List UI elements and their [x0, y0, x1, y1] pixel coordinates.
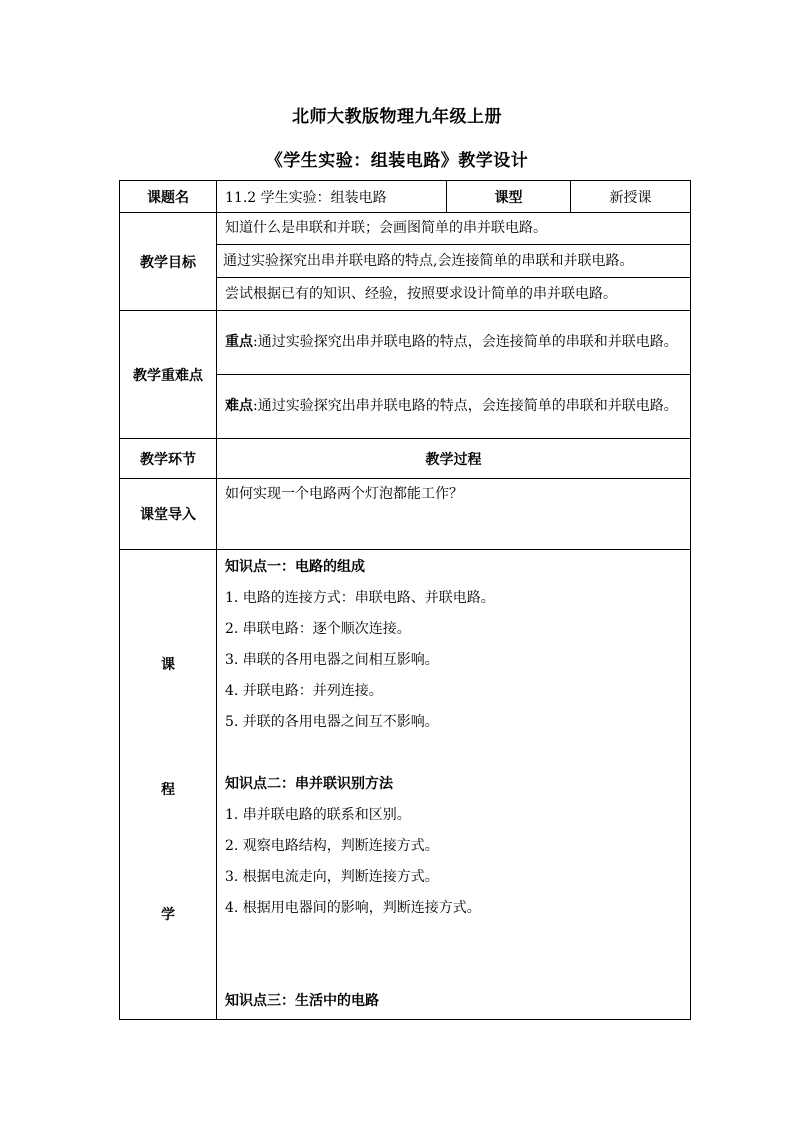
intro-cell — [217, 479, 691, 550]
type-value: 新授课 — [571, 181, 691, 213]
goal-cell-3 — [217, 278, 691, 311]
doc-subtitle: 《学生实验：组装电路》教学设计 — [265, 151, 529, 171]
intro-text: 如何实现一个电路两个灯泡都能工作？ — [225, 486, 463, 502]
kp1-item: 2. 串联电路：逐个顺次连接。 — [225, 621, 411, 637]
kp1-title: 知识点一：电路的组成 — [225, 559, 365, 575]
kp1-item: 5. 并联的各用电器之间互不影响。 — [225, 714, 439, 730]
key-label: 重点 — [225, 334, 253, 350]
goal-cell-1 — [217, 213, 691, 245]
kp2-title: 知识点二：串并联识别方法 — [225, 776, 393, 792]
course-content-cell — [217, 550, 691, 1020]
difficult-label: 难点 — [225, 398, 253, 414]
topic-label: 课题名 — [120, 181, 217, 213]
key-cell — [217, 311, 691, 375]
key-text: :通过实验探究出串并联电路的特点，会连接简单的串联和并联电路。 — [253, 334, 678, 350]
keypoints-label: 教学重难点 — [120, 311, 217, 439]
goal-item: 尝试根据已有的知识、经验，按照要求设计简单的串并联电路。 — [225, 285, 617, 302]
key-row — [120, 311, 691, 375]
kp3-title: 知识点三：生活中的电路 — [225, 993, 379, 1009]
kp2-item: 2. 观察电路结构，判断连接方式。 — [225, 838, 439, 854]
stage-header-row — [120, 439, 691, 479]
course-char: 程 — [161, 782, 175, 798]
kp2-item: 4. 根据用电器间的影响，判断连接方式。 — [225, 900, 481, 916]
goal-item: 知道什么是串联和并联；会画图简单的串并联电路。 — [225, 220, 547, 236]
kp1-item: 1. 电路的连接方式：串联电路、并联电路。 — [225, 590, 495, 606]
doc-title: 北师大教版物理九年级上册 — [292, 107, 502, 127]
course-label-cell — [120, 550, 217, 1020]
kp1-item: 4. 并联电路：并列连接。 — [225, 683, 383, 699]
difficult-cell — [217, 375, 691, 439]
goal-item: 通过实验探究出串并联电路的特点,会连接简单的串联和并联电路。 — [223, 252, 634, 269]
course-char: 学 — [161, 907, 175, 923]
course-row — [120, 550, 691, 1020]
intro-row — [120, 479, 691, 550]
goals-label: 教学目标 — [120, 213, 217, 311]
topic-row — [120, 181, 691, 213]
kp2-item: 3. 根据电流走向，判断连接方式。 — [225, 869, 439, 885]
stage-label: 教学环节 — [120, 439, 217, 479]
type-label: 课型 — [447, 181, 571, 213]
kp2-item: 1. 串并联电路的联系和区别。 — [225, 807, 411, 823]
kp1-item: 3. 串联的各用电器之间相互影响。 — [225, 652, 439, 668]
goal-row-1 — [120, 213, 691, 245]
intro-label: 课堂导入 — [120, 479, 217, 550]
difficult-text: :通过实验探究出串并联电路的特点，会连接简单的串联和并联电路。 — [253, 398, 678, 414]
topic-value: 11.2 学生实验：组装电路 — [217, 181, 447, 213]
process-label: 教学过程 — [217, 439, 691, 479]
course-char: 课 — [161, 657, 175, 673]
lesson-plan-table — [119, 180, 691, 1020]
goal-cell-2 — [217, 245, 691, 278]
